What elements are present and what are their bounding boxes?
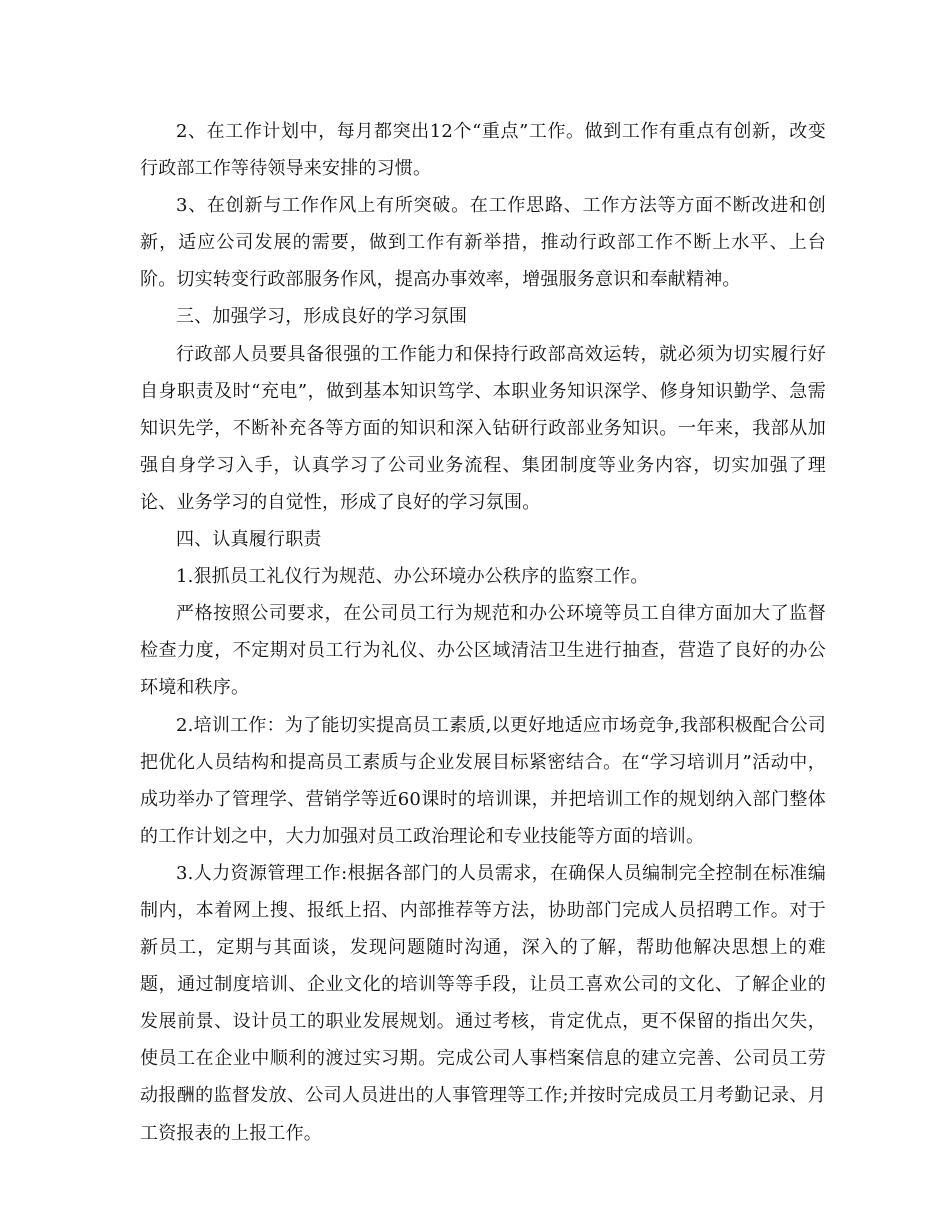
document-body [140, 113, 826, 1152]
paragraph-supervision-details: 严格按照公司要求，在公司员工行为规范和办公环境等员工自律方面加大了监督检查力度，不定期对员工行为礼仪、办公区域清洁卫生进行抽查，营造了良好的办公环境和秩序。 [140, 603, 826, 699]
paragraph-training-work: 2.培训工作：为了能切实提高员工素质,以更好地适应市场竞争,我部积极配合公司把优化人员结构和提高员工素质与企业发展目标紧密结合。在“学习培训月”活动中，成功举办了管理学、营销学等近60课时的培训课，并把培训工作的规划纳入部门整体的工作计划之中，大力加强对员工政治理论和专业技能等方面的培训。 [140, 714, 826, 847]
heading-strengthen-learning: 三、加强学习，形成良好的学习氛围 [176, 306, 468, 328]
paragraph-work-plan-focus: 2、在工作计划中，每月都突出12个“重点”工作。做到工作有重点有创新，改变行政部工作等待领导来安排的习惯。 [140, 121, 826, 180]
paragraph-hr-management: 3.人力资源管理工作:根据各部门的人员需求，在确保人员编制完全控制在标准编制内，本着网上搜、报纸上招、内部推荐等方法，协助部门完成人员招聘工作。对于新员工，定期与其面谈，发现问题随时沟通，深入的了解，帮助他解决思想上的难题，通过制度培训、企业文化的培训等等手段，让员工喜欢公司的文化、了解企业的发展前景、设计员工的职业发展规划。通过考核，肯定优点，更不保留的指出欠失，使员工在企业中顺利的渡过实习期。完成公司人事档案信息的建立完善、公司员工劳动报酬的监督发放、公司人员进出的人事管理等工作;并按时完成员工月考勤记录、月工资报表的上报工作。 [140, 862, 826, 1144]
heading-fulfill-duties: 四、认真履行职责 [176, 529, 322, 551]
paragraph-innovation-style: 3、在创新与工作作风上有所突破。在工作思路、工作方法等方面不断改进和创新，适应公司发展的需要，做到工作有新举措，推动行政部工作不断上水平、上台阶。切实转变行政部服务作风，提高办事效率，增强服务意识和奉献精神。 [140, 195, 826, 291]
subheading-etiquette-supervision: 1.狠抓员工礼仪行为规范、办公环境办公秩序的监察工作。 [176, 566, 649, 588]
paragraph-learning-atmosphere: 行政部人员要具备很强的工作能力和保持行政部高效运转，就必须为切实履行好自身职责及时“充电”，做到基本知识笃学、本职业务知识深学、修身知识勤学、急需知识先学，不断补充各等方面的知识和深入钻研行政部业务知识。一年来，我部从加强自身学习入手，认真学习了公司业务流程、集团制度等业务内容，切实加强了理论、业务学习的自觉性，形成了良好的学习氛围。 [140, 343, 826, 513]
